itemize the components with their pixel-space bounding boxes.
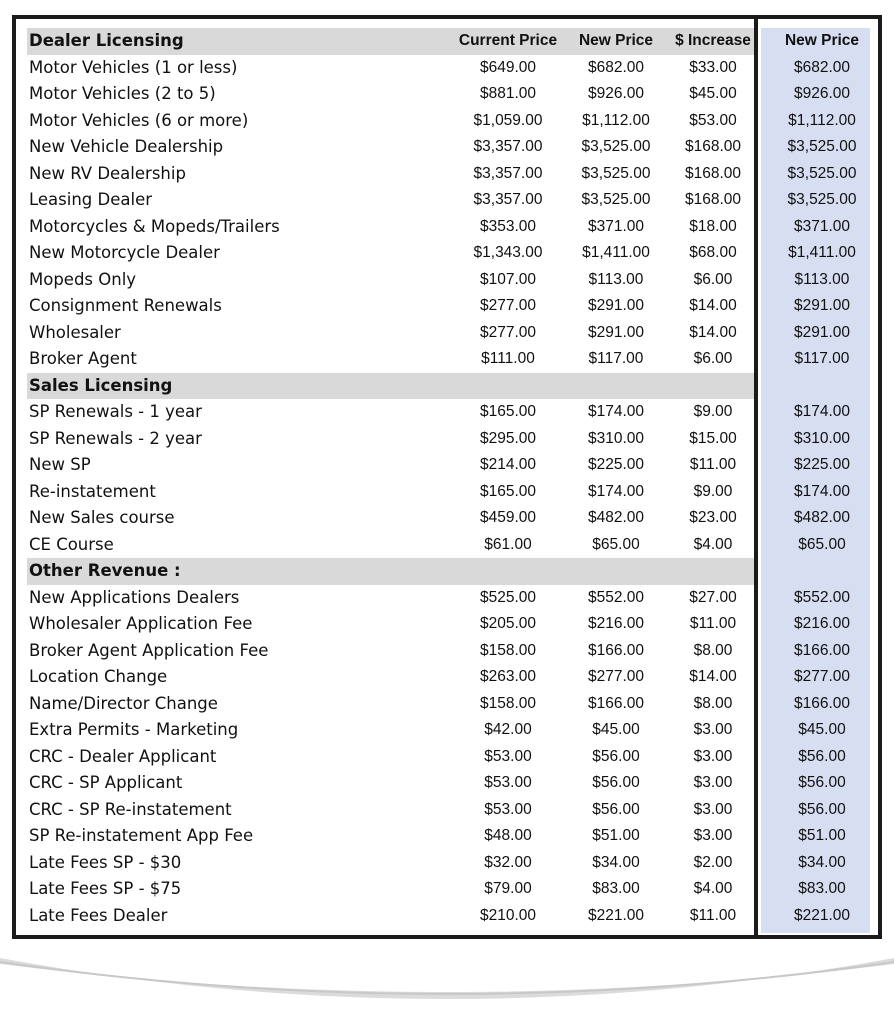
row-label: Name/Director Change: [29, 693, 218, 713]
new-price-cell: $65.00: [592, 535, 640, 553]
row-label: Mopeds Only: [29, 269, 137, 289]
table-row: [27, 346, 870, 373]
new-price-highlight-cell: $291.00: [793, 323, 851, 341]
table-row: [27, 691, 870, 718]
table-row: [27, 267, 870, 294]
new-price-highlight-cell: $1,411.00: [788, 244, 856, 261]
table-row: [27, 293, 870, 320]
current-price-cell: $353.00: [479, 217, 537, 235]
row-label: New Motorcycle Dealer: [29, 243, 220, 262]
new-price-highlight-cell: $166.00: [793, 694, 851, 712]
column-header-new-price: New Price: [578, 32, 654, 49]
row-label: Location Change: [29, 667, 168, 686]
new-price-highlight-cell: $83.00: [798, 880, 846, 897]
new-price-cell: $682.00: [587, 58, 645, 76]
new-price-highlight-cell: $1,112.00: [788, 111, 856, 129]
new-price-cell: $34.00: [592, 853, 640, 871]
section-title-other-revenue: Other Revenue :: [29, 561, 181, 580]
table-header-row: [27, 28, 870, 55]
row-label: CRC - SP Re-instatement: [29, 799, 232, 819]
table-row: [27, 638, 870, 665]
increase-cell: $6.00: [693, 350, 733, 367]
table-row: [27, 585, 870, 612]
fee-table: [27, 28, 870, 929]
table-row: [27, 823, 870, 850]
new-price-cell: $552.00: [587, 588, 645, 606]
row-label: Leasing Dealer: [29, 190, 153, 209]
new-price-highlight-cell: $117.00: [794, 350, 850, 367]
new-price-highlight-cell: $65.00: [798, 535, 846, 553]
new-price-cell: $277.00: [587, 668, 645, 685]
current-price-cell: $42.00: [484, 721, 532, 738]
table-row: [27, 532, 870, 559]
table-row: [27, 611, 870, 638]
new-price-highlight-cell: $221.00: [793, 906, 851, 924]
new-price-highlight-cell: $3,525.00: [787, 138, 857, 155]
new-price-highlight-cell: $3,525.00: [787, 191, 857, 208]
table-row: [27, 479, 870, 506]
increase-cell: $14.00: [689, 297, 737, 314]
other-revenue-rows: [27, 585, 870, 930]
increase-cell: $18.00: [689, 217, 737, 235]
new-price-highlight-cell: $56.00: [798, 800, 846, 818]
increase-cell: $3.00: [693, 747, 733, 765]
sales-licensing-rows: [27, 399, 870, 558]
row-label: New Applications Dealers: [29, 587, 240, 607]
new-price-cell: $310.00: [587, 429, 645, 447]
increase-cell: $33.00: [689, 58, 737, 76]
new-price-highlight-cell: $371.00: [793, 217, 851, 235]
row-label: SP Re-instatement App Fee: [29, 826, 254, 845]
increase-cell: $4.00: [693, 880, 733, 897]
row-label: Wholesaler: [29, 322, 121, 342]
table-row: [27, 399, 870, 426]
new-price-cell: $56.00: [592, 800, 640, 818]
current-price-cell: $107.00: [479, 270, 537, 288]
row-label: New SP: [29, 455, 91, 474]
table-row: [27, 214, 870, 241]
new-price-cell: $291.00: [587, 323, 645, 341]
new-price-cell: $1,112.00: [582, 111, 650, 129]
table-row: [27, 876, 870, 903]
new-price-highlight-cell: $174.00: [793, 482, 851, 500]
new-price-cell: $51.00: [592, 827, 640, 844]
table-row: [27, 320, 870, 347]
table-row: [27, 240, 870, 267]
current-price-cell: $111.00: [481, 350, 535, 367]
current-price-cell: $61.00: [484, 535, 532, 553]
row-label: SP Renewals - 2 year: [29, 428, 202, 448]
new-price-cell: $1,411.00: [582, 244, 650, 261]
new-price-highlight-cell: $3,525.00: [787, 164, 857, 182]
row-label: Late Fees SP - $30: [29, 852, 182, 872]
increase-cell: $15.00: [689, 429, 737, 447]
increase-cell: $68.00: [689, 244, 737, 261]
current-price-cell: $165.00: [479, 482, 537, 500]
table-row: [27, 717, 870, 744]
current-price-cell: $53.00: [484, 774, 532, 791]
new-price-cell: $926.00: [587, 85, 645, 102]
new-price-highlight-cell: $34.00: [798, 853, 846, 871]
row-label: New Sales course: [29, 508, 175, 527]
increase-cell: $3.00: [693, 800, 733, 818]
row-label: Wholesaler Application Fee: [29, 614, 253, 633]
current-price-cell: $205.00: [479, 615, 537, 632]
row-label: SP Renewals - 1 year: [29, 402, 202, 421]
new-price-cell: $174.00: [587, 482, 645, 500]
row-label: Late Fees SP - $75: [29, 879, 182, 898]
new-price-highlight-cell: $225.00: [793, 456, 851, 473]
increase-cell: $27.00: [689, 588, 737, 606]
current-price-cell: $32.00: [484, 853, 532, 871]
increase-cell: $14.00: [689, 323, 737, 341]
increase-cell: $23.00: [689, 509, 737, 526]
section-header-row: [27, 558, 870, 585]
new-price-cell: $482.00: [587, 509, 645, 526]
row-label: New RV Dealership: [29, 163, 186, 183]
current-price-cell: $158.00: [479, 694, 537, 712]
new-price-highlight-cell: $166.00: [793, 641, 851, 659]
new-price-highlight-cell: $482.00: [793, 509, 851, 526]
increase-cell: $2.00: [693, 853, 733, 871]
new-price-highlight-cell: $56.00: [798, 774, 846, 791]
column-header-current-price: Current Price: [458, 32, 558, 49]
increase-cell: $3.00: [693, 827, 733, 844]
increase-cell: $168.00: [684, 138, 742, 155]
increase-cell: $45.00: [689, 85, 737, 102]
current-price-cell: $263.00: [479, 668, 537, 685]
increase-cell: $4.00: [693, 535, 733, 553]
fee-table-frame: [12, 15, 882, 939]
row-label: Motor Vehicles (2 to 5): [29, 84, 216, 103]
new-price-cell: $371.00: [587, 217, 645, 235]
increase-cell: $168.00: [684, 191, 742, 208]
table-row: [27, 797, 870, 824]
table-row: [27, 55, 870, 82]
increase-cell: $11.00: [689, 456, 737, 473]
table-row: [27, 426, 870, 453]
current-price-cell: $214.00: [479, 456, 537, 473]
increase-cell: $9.00: [693, 482, 733, 500]
new-price-cell: $174.00: [587, 403, 645, 420]
increase-cell: $3.00: [693, 774, 733, 791]
table-row: [27, 903, 870, 930]
new-price-cell: $216.00: [587, 615, 645, 632]
current-price-cell: $158.00: [479, 641, 537, 659]
row-label: CRC - SP Applicant: [29, 773, 183, 792]
column-header-new-price-highlight: New Price: [784, 32, 860, 49]
new-price-highlight-cell: $277.00: [793, 668, 851, 685]
new-price-cell: $3,525.00: [581, 191, 651, 208]
current-price-cell: $210.00: [479, 906, 537, 924]
new-price-highlight-cell: $113.00: [794, 270, 850, 288]
table-row: [27, 744, 870, 771]
new-price-highlight-cell: $45.00: [798, 721, 846, 738]
table-row: [27, 452, 870, 479]
section-header-row: [27, 373, 870, 400]
new-price-cell: $117.00: [588, 350, 644, 367]
new-price-cell: $45.00: [592, 721, 640, 738]
new-price-cell: $225.00: [587, 456, 645, 473]
row-label: Extra Permits - Marketing: [29, 720, 239, 739]
table-row: [27, 161, 870, 188]
current-price-cell: $3,357.00: [473, 191, 543, 208]
new-price-highlight-cell: $926.00: [793, 85, 851, 102]
current-price-cell: $3,357.00: [473, 164, 543, 182]
table-row: [27, 770, 870, 797]
current-price-cell: $1,059.00: [473, 111, 543, 129]
current-price-cell: $525.00: [479, 588, 537, 606]
current-price-cell: $53.00: [484, 800, 532, 818]
row-label: New Vehicle Dealership: [29, 137, 224, 156]
section-title-dealer-licensing: Dealer Licensing: [29, 31, 184, 50]
new-price-highlight-cell: $174.00: [793, 403, 851, 420]
increase-cell: $53.00: [689, 111, 737, 129]
table-row: [27, 108, 870, 135]
row-label: CE Course: [29, 534, 114, 554]
row-label: Re-instatement: [29, 481, 156, 501]
new-price-cell: $221.00: [587, 906, 645, 924]
current-price-cell: $881.00: [479, 85, 537, 102]
new-price-cell: $3,525.00: [581, 164, 651, 182]
current-price-cell: $459.00: [479, 509, 537, 526]
table-row: [27, 664, 870, 691]
new-price-cell: $166.00: [587, 694, 645, 712]
increase-cell: $11.00: [689, 615, 737, 632]
new-price-cell: $113.00: [588, 270, 644, 288]
new-price-highlight-cell: $216.00: [793, 615, 851, 632]
new-price-highlight-cell: $682.00: [793, 58, 851, 76]
increase-cell: $8.00: [693, 641, 733, 659]
row-label: Motorcycles & Mopeds/Trailers: [29, 216, 280, 236]
row-label: Broker Agent: [29, 349, 137, 368]
dealer-licensing-rows: [27, 55, 870, 373]
current-price-cell: $1,343.00: [473, 244, 543, 261]
table-row: [27, 505, 870, 532]
row-label: Consignment Renewals: [29, 296, 222, 315]
increase-cell: $6.00: [693, 270, 733, 288]
increase-cell: $3.00: [693, 721, 733, 738]
increase-cell: $8.00: [693, 694, 733, 712]
current-price-cell: $165.00: [479, 403, 537, 420]
new-price-highlight-cell: $310.00: [793, 429, 851, 447]
current-price-cell: $277.00: [479, 323, 537, 341]
page-curl-decoration: [0, 940, 894, 1024]
table-row: [27, 187, 870, 214]
new-price-highlight-cell: $552.00: [793, 588, 851, 606]
new-price-cell: $291.00: [587, 297, 645, 314]
row-label: Broker Agent Application Fee: [29, 640, 269, 660]
current-price-cell: $3,357.00: [473, 138, 543, 155]
current-price-cell: $48.00: [484, 827, 532, 844]
new-price-cell: $3,525.00: [581, 138, 651, 155]
increase-cell: $9.00: [693, 403, 733, 420]
current-price-cell: $295.00: [479, 429, 537, 447]
table-row: [27, 134, 870, 161]
new-price-highlight-cell: $56.00: [798, 747, 846, 765]
increase-cell: $11.00: [689, 906, 737, 924]
new-price-highlight-cell: $291.00: [793, 297, 851, 314]
table-row: [27, 850, 870, 877]
new-price-cell: $166.00: [587, 641, 645, 659]
current-price-cell: $649.00: [479, 58, 537, 76]
increase-cell: $14.00: [689, 668, 737, 685]
row-label: Late Fees Dealer: [29, 905, 168, 925]
table-row: [27, 81, 870, 108]
row-label: Motor Vehicles (6 or more): [29, 110, 249, 130]
current-price-cell: $53.00: [484, 747, 532, 765]
new-price-cell: $56.00: [592, 774, 640, 791]
new-price-highlight-cell: $51.00: [798, 827, 846, 844]
current-price-cell: $277.00: [479, 297, 537, 314]
column-header-increase: $ Increase: [675, 32, 751, 49]
row-label: CRC - Dealer Applicant: [29, 746, 217, 766]
current-price-cell: $79.00: [484, 880, 532, 897]
row-label: Motor Vehicles (1 or less): [29, 57, 238, 77]
new-price-cell: $56.00: [592, 747, 640, 765]
increase-cell: $168.00: [684, 164, 742, 182]
section-title-sales-licensing: Sales Licensing: [29, 375, 173, 395]
new-price-cell: $83.00: [592, 880, 640, 897]
